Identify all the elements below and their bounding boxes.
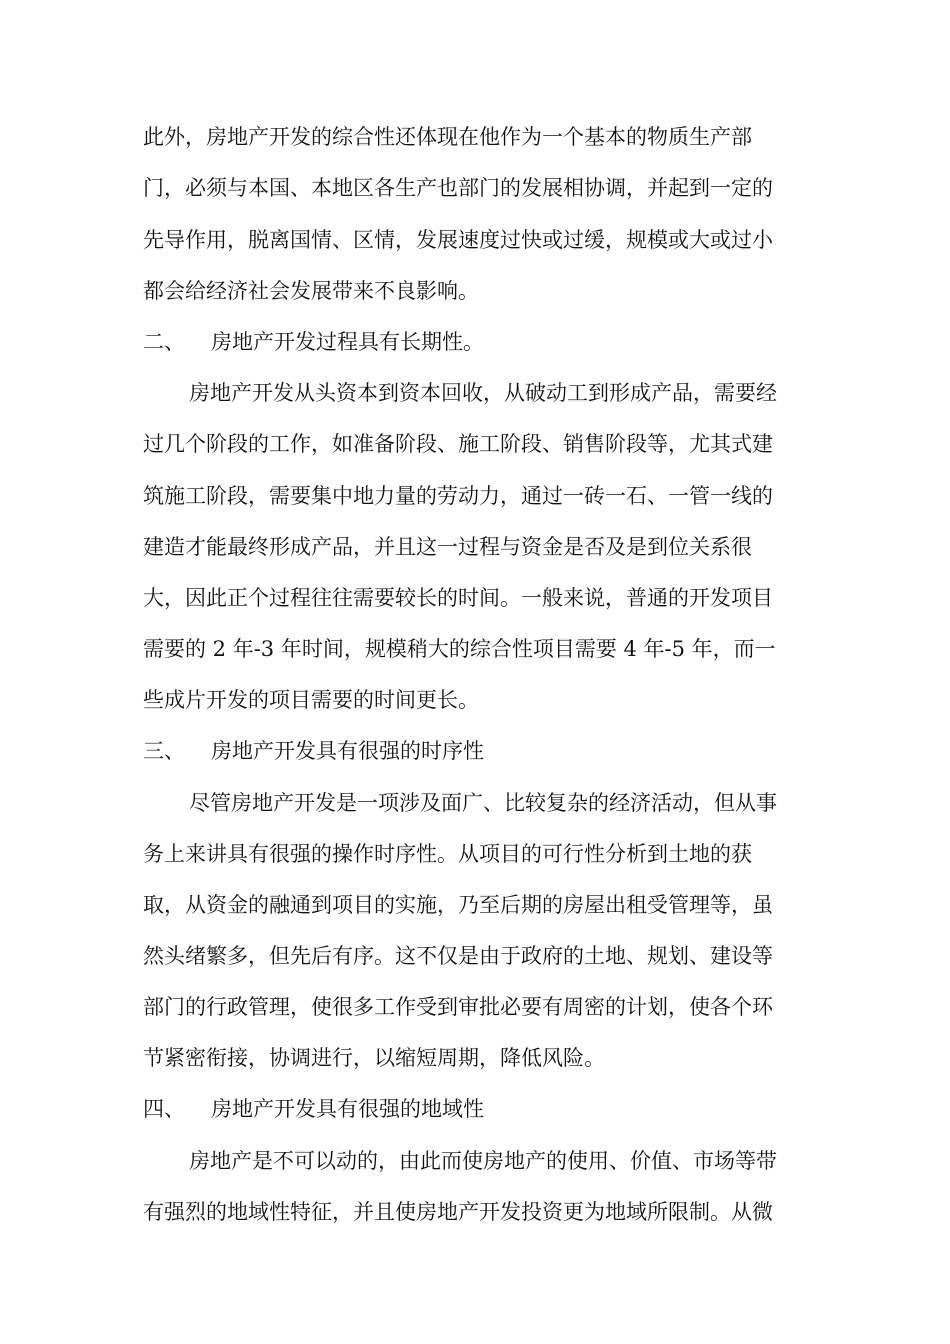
paragraph-line: 大，因此正个过程往往需要较长的时间。一般来说，普通的开发项目 — [143, 586, 773, 610]
section-title: 房地产开发具有很强的时序性 — [211, 739, 484, 763]
paragraph-line: 然头绪繁多，但先后有序。这不仅是由于政府的土地、规划、建设等 — [143, 944, 773, 968]
paragraph-line: 都会给经济社会发展带来不良影响。 — [143, 279, 479, 303]
section-title: 房地产开发具有很强的地域性 — [211, 1097, 484, 1121]
paragraph-line: 些成片开发的项目需要的时间更长。 — [143, 688, 479, 712]
paragraph-line: 部门的行政管理，使很多工作受到审批必要有周密的计划，使各个环 — [143, 995, 773, 1019]
paragraph-line: 门，必须与本国、本地区各生产也部门的发展相协调，并起到一定的 — [143, 176, 773, 200]
paragraph-line: 节紧密衔接，协调进行，以缩短周期，降低风险。 — [143, 1046, 605, 1070]
paragraph-line: 建造才能最终形成产品，并且这一过程与资金是否及是到位关系很 — [143, 535, 752, 559]
paragraph-line: 取，从资金的融通到项目的实施，乃至后期的房屋出租受管理等，虽 — [143, 893, 773, 917]
paragraph-line: 尽管房地产开发是一项涉及面广、比较复杂的经济活动，但从事 — [189, 791, 777, 815]
paragraph-line: 需要的 2 年-3 年时间，规模稍大的综合性项目需要 4 年-5 年，而一 — [143, 637, 776, 661]
section-heading-4 — [143, 1089, 823, 1129]
paragraph-line: 此外，房地产开发的综合性还体现在他作为一个基本的物质生产部 — [143, 125, 752, 149]
paragraph-line: 房地产是不可以动的，由此而使房地产的使用、价值、市场等带 — [189, 1149, 777, 1173]
paragraph-line: 房地产开发从头资本到资本回收，从破动工到形成产品，需要经 — [189, 381, 777, 405]
paragraph-line: 筑施工阶段，需要集中地力量的劳动力，通过一砖一石、一管一线的 — [143, 484, 773, 508]
section-heading-3 — [143, 731, 823, 771]
paragraph-line: 先导作用，脱离国情、区情，发展速度过快或过缓，规模或大或过小 — [143, 228, 773, 252]
section-number: 四、 — [143, 1097, 185, 1121]
paragraph-line: 过几个阶段的工作，如准备阶段、施工阶段、销售阶段等，尤其式建 — [143, 432, 773, 456]
section-number: 三、 — [143, 739, 185, 763]
paragraph-line: 务上来讲具有很强的操作时序性。从项目的可行性分析到土地的获 — [143, 842, 752, 866]
paragraph-line: 有强烈的地域性特征，并且使房地产开发投资更为地域所限制。从微 — [143, 1200, 773, 1224]
section-number: 二、 — [143, 330, 185, 354]
section-title: 房地产开发过程具有长期性。 — [211, 330, 484, 354]
section-heading-2 — [143, 322, 823, 362]
